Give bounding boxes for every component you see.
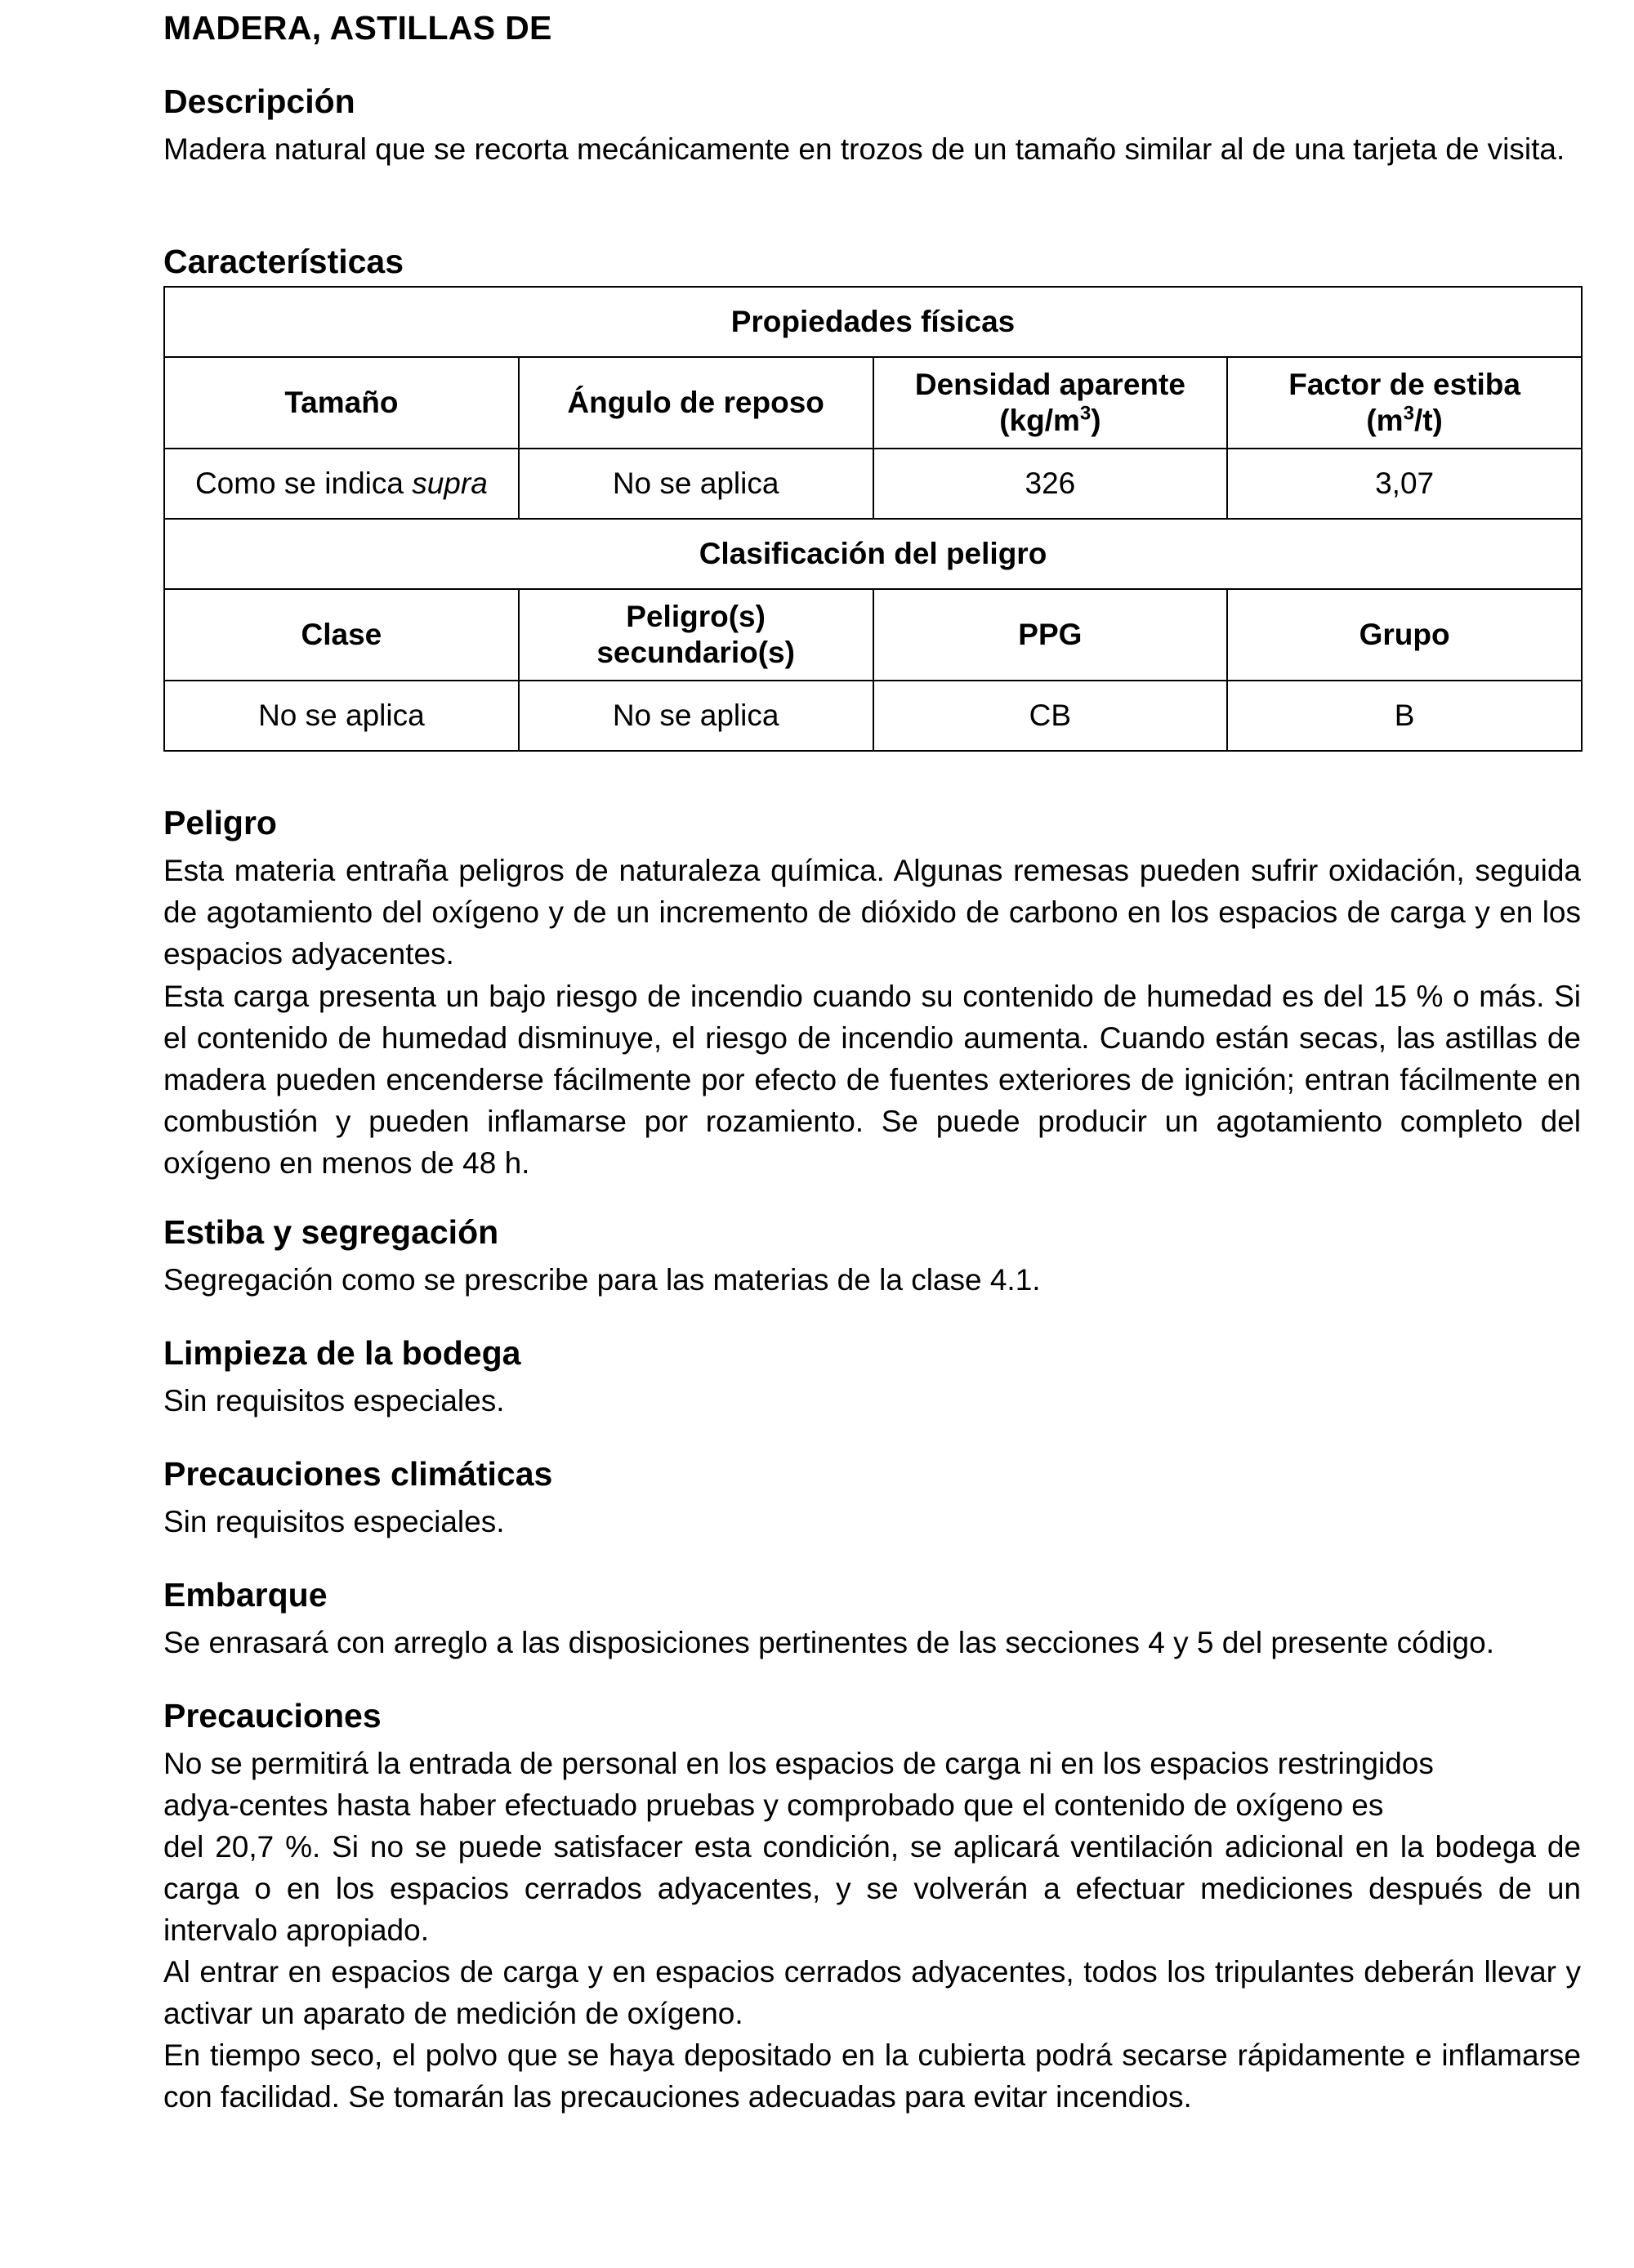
col-header-secundario: Peligro(s) secundario(s) [519,589,873,681]
factor-unit: $(m^3/t)$ [1366,402,1443,437]
estiba-heading: Estiba y segregación [163,1213,499,1251]
table-row [164,449,1582,519]
physical-properties-group-header: Propiedades físicas [164,287,1582,357]
table-row [164,357,1582,449]
precauciones-paragraph-3: En tiempo seco, el polvo que se haya depositado en la cubierta podrá secarse rápidamente e inflamarse con facilidad. Se tomarán las precauciones adecuadas para evitar incendios. [163,2038,1581,2114]
peligro-paragraph-1: Esta materia entraña peligros de naturaleza química. Algunas remesas pueden sufrir oxidación, seguida de agotamiento del oxígeno y de un incremento de dióxido de carbono en los espacios de carga y en los espacios adyacentes. [163,854,1581,971]
precauciones-paragraph-2: Al entrar en espacios de carga y en espacios cerrados adyacentes, todos los tripulantes deberán llevar y activar un aparato de medición de oxígeno. [163,1955,1581,2030]
document-title: MADERA, ASTILLAS DE [163,9,552,47]
descripcion-text: Madera natural que se recorta mecánicamente en trozos de un tamaño similar al de una tarjeta de visita. [163,132,1565,166]
embarque-text: Se enrasará con arreglo a las disposiciones pertinentes de las secciones 4 y 5 del presente código. [163,1626,1494,1659]
col-header-densidad [873,357,1228,449]
col-header-angulo: Ángulo de reposo [519,357,873,449]
densidad-label: Densidad aparente [914,368,1185,401]
limpieza-heading: Limpieza de la bodega [163,1334,521,1372]
densidad-unit: $(kg/m^3)$ [999,402,1101,437]
climaticas-text: Sin requisitos especiales. [163,1505,505,1538]
cell-densidad: 326 [873,449,1228,519]
col-header-grupo: Grupo [1227,589,1582,681]
peligro-heading: Peligro [163,804,277,842]
table-row [164,287,1582,357]
precauciones-heading: Precauciones [163,1697,382,1734]
cell-secundario: No se aplica [519,681,873,751]
estiba-text: Segregación como se prescribe para las materias de la clase 4.1. [163,1263,1041,1297]
precauciones-p1-rest: del 20,7 %. Si no se puede satisfacer esta condición, se aplicará ventilación adicional en la bodega de carga o en los espacios cerrados adyacentes, y se volverán a efectuar mediciones después de un intervalo apropiado. [163,1830,1581,1947]
col-header-factor [1227,357,1582,449]
cell-angulo: No se aplica [519,449,873,519]
col-header-tamano: Tamaño [164,357,519,449]
cell-tamano: Como se indica supra [164,449,519,519]
cell-grupo: B [1227,681,1582,751]
hazard-classification-group-header: Clasificación del peligro [164,519,1582,589]
precauciones-p1-line-1: No se permitirá la entrada de personal en los espacios de carga ni en los espacios restringidos [163,1747,1434,1780]
cell-ppg: CB [873,681,1228,751]
precauciones-p1-line-2: adya-centes hasta haber efectuado pruebas y comprobado que el contenido de oxígeno es [163,1788,1384,1822]
col-header-clase: Clase [164,589,519,681]
climaticas-heading: Precauciones climáticas [163,1455,553,1493]
peligro-paragraph-2: Esta carga presenta un bajo riesgo de incendio cuando su contenido de humedad es del 15 % o más. Si el contenido de humedad disminuye, el riesgo de incendio aumenta. Cuando están secas, las astillas de madera pueden encenderse fácilmente por efecto de fuentes exteriores de ignición; entran fácilmente en combustión y pueden inflamarse por rozamiento. Se puede producir un agotamiento completo del oxígeno en menos de 48 h. [163,980,1581,1180]
caracteristicas-heading: Características [163,243,404,280]
cell-factor: 3,07 [1227,449,1582,519]
table-row [164,519,1582,589]
embarque-heading: Embarque [163,1576,328,1614]
col-header-ppg: PPG [873,589,1228,681]
limpieza-text: Sin requisitos especiales. [163,1384,505,1418]
cell-clase: No se aplica [164,681,519,751]
table-row [164,589,1582,681]
characteristics-table [163,286,1583,752]
descripcion-heading: Descripción [163,83,355,120]
factor-label: Factor de estiba [1288,368,1520,401]
table-row [164,681,1582,751]
